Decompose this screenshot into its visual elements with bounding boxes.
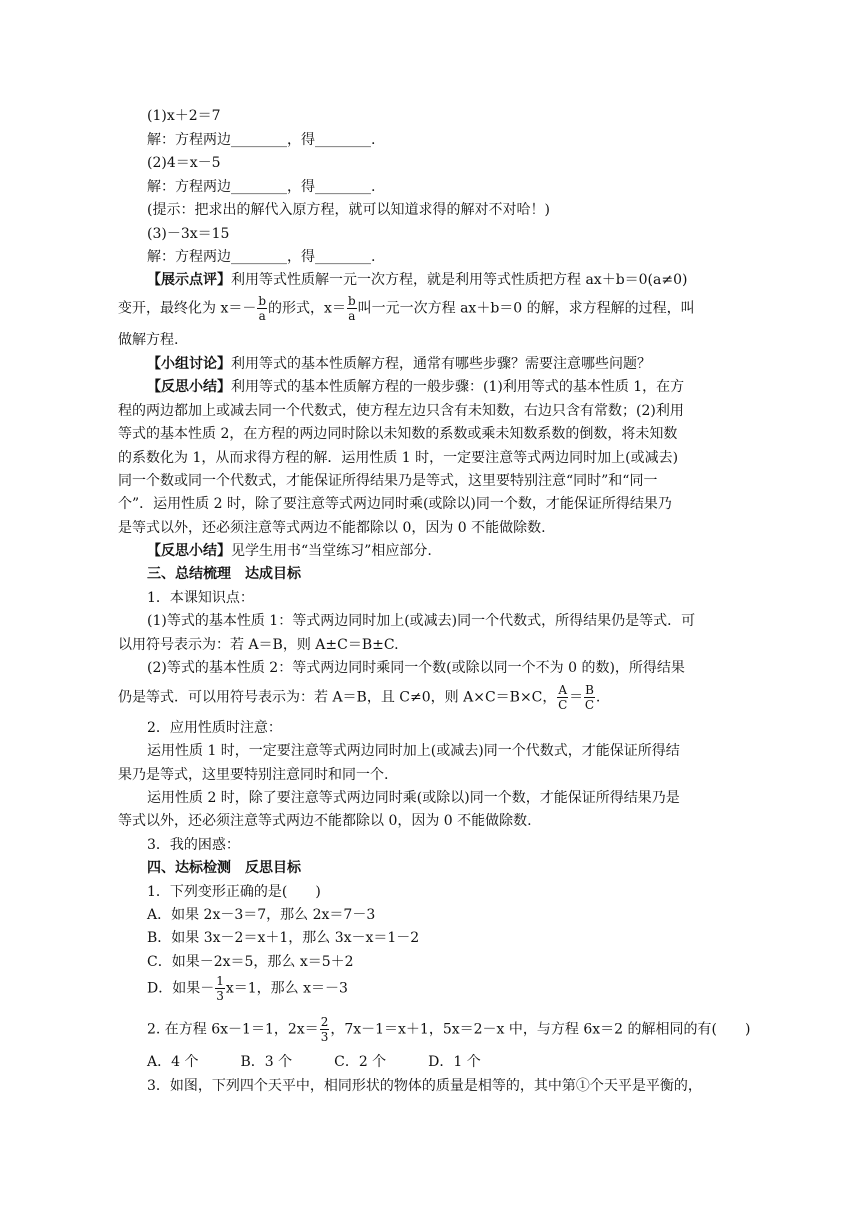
question-3: 3．如图，下列四个天平中，相同形状的物体的质量是相等的，其中第①个天平是平衡的， [147,1078,702,1094]
hint: (提示：把求出的解代入原方程，就可以知道求得的解对不对哈！) [147,202,550,218]
reflection-line: 等式的基本性质 2，在方程的两边同时除以未知数的系数或乘未知数系数的倒数，将未知数 [118,426,678,442]
option-a: A．如果 2x－3＝7，那么 2x＝7－3 [147,907,376,923]
option-b: B．如果 3x－2＝x＋1，那么 3x－x＝1－2 [147,930,420,946]
reflection-line: 同一个数或同一个代数式，才能保证所得结果乃是等式，这里要特别注意“同时”和“同一 [118,473,658,489]
show-review-line2: 变开，最终化为 x＝－ $\frac{b}{a}$ 的形式，x＝ $\frac{b}{a}$ 叫一元一次方程 ax＋b＝0 的解，求方程解的过程，叫 [118,294,695,323]
note-2: 运用性质 2 时，除了要注意等式两边同时乘(或除以)同一个数，才能保证所得结果乃是 [147,790,680,806]
reflection-para: 【反思小结】利用等式的基本性质解方程的一般步骤：(1)利用等式的基本性质 1，在方 [147,379,685,395]
show-review-para: 【展示点评】利用等式性质解一元一次方程，就是利用等式性质把方程 ax＋b＝0(a≠0) [147,272,688,288]
fraction-two-thirds: $\frac{2}{3}$ [320,1015,329,1044]
question-2: 2. 在方程 6x－1＝1，2x＝ $\frac{2}{3}$ ，7x－1＝x＋1，5x＝2－x 中，与方程 6x＝2 的解相同的有( ) [147,1015,751,1044]
option-d: D．如果－ $\frac{1}{3}$ x＝1，那么 x＝－3 [147,974,348,1003]
reflection-line: 是等式以外，还必须注意等式两边不能都除以 0，因为 0 不能做除数. [118,520,546,536]
note-1: 运用性质 1 时，一定要注意等式两边同时加上(或减去)同一个代数式，才能保证所得结 [147,743,680,759]
equation-1: (1)x＋2＝7 [147,108,221,124]
question-2-options: A．4 个 B．3 个 C．2 个 D．1 个 [147,1054,481,1070]
application-notes-heading: 2．应用性质时注意： [147,720,282,736]
solution-3: 解：方程两边________，得________. [147,249,376,265]
reflection-line: 个”．运用性质 2 时，除了要注意等式两边同时乘(或除以)同一个数，才能保证所得结果乃 [118,496,672,512]
property-2-cont: 仍是等式．可以用符号表示为：若 A＝B，且 C≠0，则 A×C＝B×C， $\frac{A}{C}$ ＝ $\frac{B}{C}$ . [118,683,601,712]
solution-1: 解：方程两边________，得________. [147,132,376,148]
fraction-one-third: $\frac{1}{3}$ [216,974,224,1003]
section-label: 【反思小结】 [147,543,231,559]
equation-2: (2)4＝x－5 [147,155,221,171]
show-review-line3: 做解方程. [118,332,179,348]
equation-3: (3)－3x＝15 [147,226,230,242]
reflection-line: 的系数化为 1，从而求得方程的解．运用性质 1 时，一定要注意等式两边同时加上(或减去) [118,450,679,466]
note-1-cont: 果乃是等式，这里要特别注意同时和同一个. [118,767,389,783]
section-label: 【小组讨论】 [147,356,231,372]
section-label: 【展示点评】 [147,272,231,288]
property-1: (1)等式的基本性质 1：等式两边同时加上(或减去)同一个代数式，所得结果仍是等式．可 [147,613,696,629]
option-c: C．如果－2x＝5，那么 x＝5＋2 [147,954,354,970]
section-heading-3: 三、总结梳理 达成目标 [147,566,301,582]
property-1-cont: 以用符号表示为：若 A＝B，则 A±C＝B±C. [118,637,399,653]
note-2-cont: 等式以外，还必须注意等式两边不能都除以 0，因为 0 不能做除数. [118,813,532,829]
fraction-a-over-c: $\frac{A}{C}$ [558,683,568,712]
reflection-line: 程的两边都加上或减去同一个代数式，使方程左边只含有未知数，右边只含有常数；(2)利用 [118,403,684,419]
group-discussion: 【小组讨论】利用等式的基本性质解方程，通常有哪些步骤？需要注意哪些问题？ [147,356,651,372]
property-2: (2)等式的基本性质 2：等式两边同时乘同一个数(或除以同一个不为 0 的数)，所得结果 [147,660,685,676]
question-1: 1．下列变形正确的是( ) [147,884,321,900]
section-heading-4: 四、达标检测 反思目标 [147,860,301,876]
solution-2: 解：方程两边________，得________. [147,179,376,195]
reflection-summary-2: 【反思小结】见学生用书“当堂练习”相应部分. [147,543,432,559]
fraction-b-over-a: $\frac{b}{a}$ [258,294,267,323]
fraction-b-over-a: $\frac{b}{a}$ [347,294,356,323]
knowledge-points-heading: 1．本课知识点： [147,590,254,606]
section-label: 【反思小结】 [147,379,231,395]
fraction-b-over-c: $\frac{B}{C}$ [584,683,595,712]
confusion-heading: 3．我的困惑： [147,837,240,853]
